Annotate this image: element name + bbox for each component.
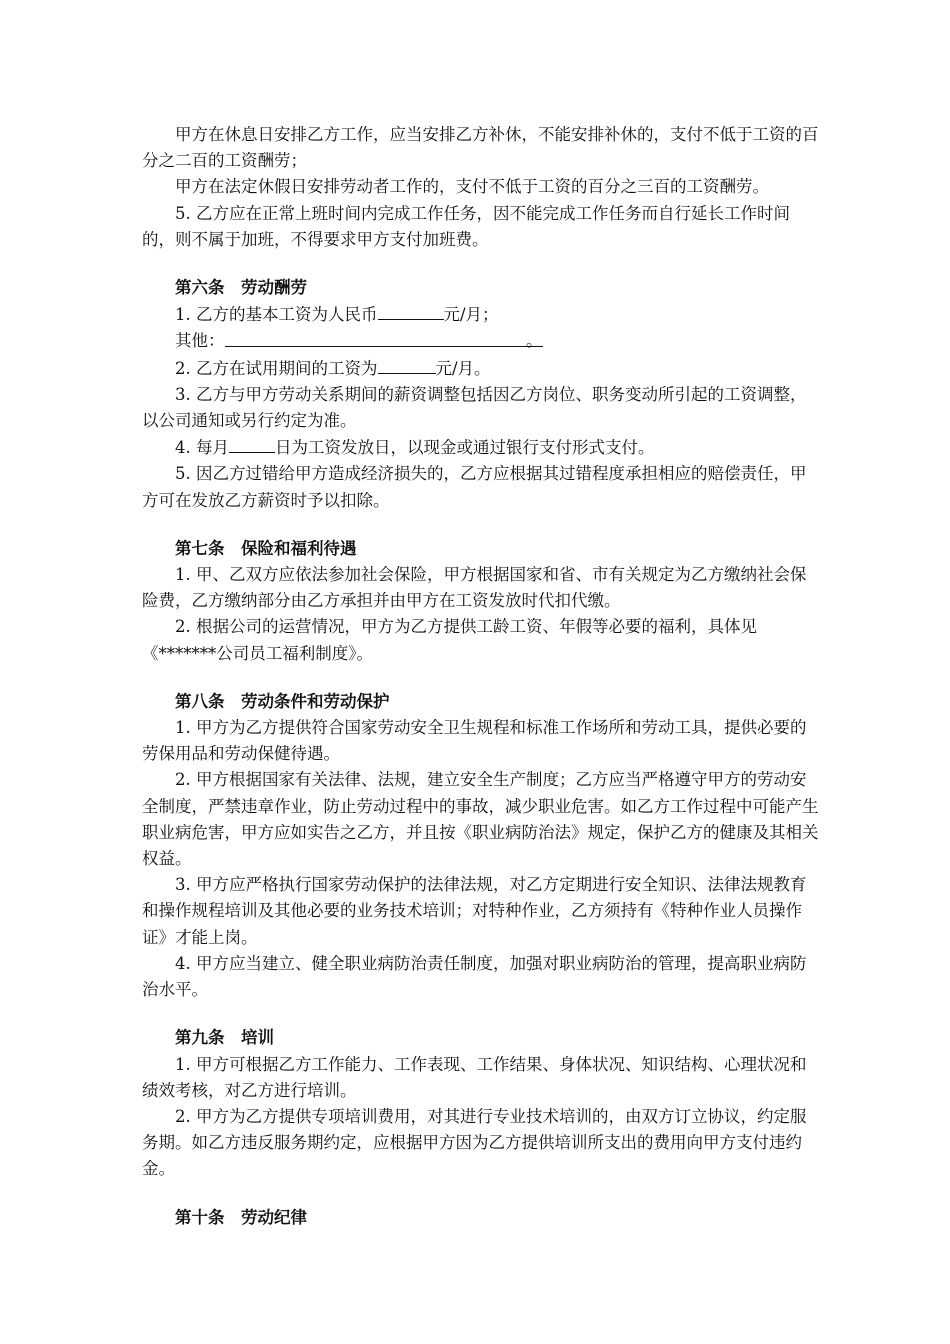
section-heading: 第八条 劳动条件和劳动保护 — [175, 691, 390, 711]
blank-line — [229, 434, 275, 453]
section-heading: 第十条 劳动纪律 — [175, 1207, 307, 1227]
blank-line — [378, 355, 436, 374]
list-item: 3. 乙方与甲方劳动关系期间的薪资调整包括因乙方岗位、职务变动所引起的工资调整，以公司通知或另行约定为准。 — [142, 384, 807, 431]
list-item: 4. 每月 日为工资发放日，以现金或通过银行支付形式支付。 — [142, 434, 822, 461]
list-item: 1. 甲方可根据乙方工作能力、工作表现、工作结果、身体状况、知识结构、心理状况和绩效考核，对乙方进行培训。 — [142, 1054, 807, 1100]
document-page — [142, 122, 822, 1231]
paragraph: 甲方在法定休假日安排劳动者工作的，支付不低于工资的百分之三百的工资酬劳。 — [175, 177, 769, 197]
list-item: 2. 根据公司的运营情况，甲方为乙方提供工龄工资、年假等必要的福利，具体见《*******公司员工福利制度》。 — [142, 617, 757, 663]
section-heading: 第九条 培训 — [175, 1028, 274, 1048]
list-item: 2. 甲方根据国家有关法律、法规，建立安全生产制度；乙方应当严格遵守甲方的劳动安全制度，严禁违章作业，防止劳动过程中的事故，减少职业危害。如乙方工作过程中可能产生职业病危害，甲方应如实告之乙方，并且按《职业病防治法》规定，保护乙方的健康及其相关权益。 — [142, 770, 819, 869]
section-heading: 第七条 保险和福利待遇 — [175, 538, 357, 558]
blank-line — [378, 301, 444, 320]
list-item: 1. 乙方的基本工资为人民币 元/月； — [142, 301, 822, 328]
blank-line: 。 — [225, 328, 543, 347]
section-heading: 第六条 劳动酬劳 — [175, 278, 307, 298]
list-item: 2. 甲方为乙方提供专项培训费用，对其进行专业技术培训的，由双方订立协议，约定服务期。如乙方违反服务期约定，应根据甲方因为乙方提供培训所支出的费用向甲方支付违约金。 — [142, 1106, 807, 1179]
list-item: 1. 甲方为乙方提供符合国家劳动安全卫生规程和标准工作场所和劳动工具，提供必要的劳保用品和劳动保健待遇。 — [142, 718, 807, 764]
paragraph: 5. 乙方应在正常上班时间内完成工作任务，因不能完成工作任务而自行延长工作时间的，则不属于加班，不得要求甲方支付加班费。 — [142, 203, 790, 249]
list-item: 5. 因乙方过错给甲方造成经济损失的，乙方应根据其过错程度承担相应的赔偿责任，甲方可在发放乙方薪资时予以扣除。 — [142, 464, 807, 510]
paragraph: 甲方在休息日安排乙方工作，应当安排乙方补休，不能安排补休的，支付不低于工资的百分之二百的工资酬劳； — [142, 125, 819, 171]
list-item: 3. 甲方应严格执行国家劳动保护的法律法规，对乙方定期进行安全知识、法律法规教育和操作规程培训及其他必要的业务技术培训；对特种作业，乙方须持有《特种作业人员操作证》才能上岗。 — [142, 875, 807, 947]
list-item: 4. 甲方应当建立、健全职业病防治责任制度，加强对职业病防治的管理，提高职业病防治水平。 — [142, 953, 807, 1000]
list-item: 2. 乙方在试用期间的工资为 元/月。 — [142, 355, 822, 382]
list-item: 1. 甲、乙双方应依法参加社会保险，甲方根据国家和省、市有关规定为乙方缴纳社会保险费，乙方缴纳部分由乙方承担并由甲方在工资发放时代扣代缴。 — [142, 565, 807, 611]
list-item: 其他： 。 — [142, 328, 822, 354]
